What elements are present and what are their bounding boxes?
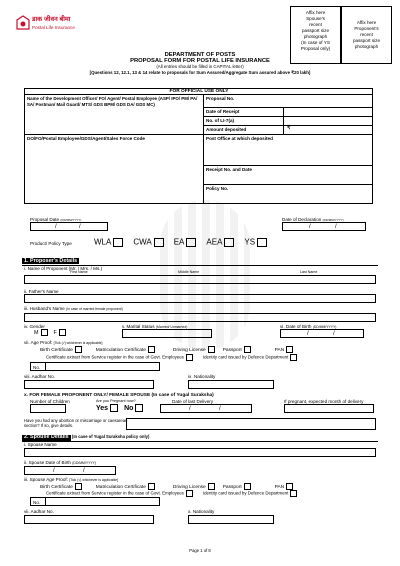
- dept-title: DEPARTMENT OF POSTS: [164, 52, 236, 58]
- dob-label: vi. Date of Birth: [280, 324, 312, 329]
- spouse-service-register-label: Certificate extract from Service register in the case of Govt. Employees: [46, 490, 184, 496]
- official-use-table: [24, 88, 373, 204]
- policy-ys-checkbox[interactable]: [257, 238, 267, 247]
- spouse-photo-line: recent: [309, 21, 322, 27]
- expected-delivery-label: If pregnant, expected month of delivery: [284, 399, 364, 404]
- passport-label: Passport: [222, 347, 242, 353]
- section-2-note: (In case of Yugal Suraksha policy only): [71, 434, 150, 439]
- pregnant-label: Are you Pregnant now?: [96, 399, 136, 403]
- pregnant-options: [96, 404, 143, 413]
- spouse-age-proof-label: iii. Spouse Age Proof:: [24, 477, 68, 482]
- pregnant-yes-checkbox[interactable]: [110, 404, 118, 412]
- amount-deposited-label: Amount deposited: [206, 126, 247, 132]
- form-title: PROPOSAL FORM FOR POSTAL LIFE INSURANCE: [130, 58, 270, 64]
- husband-name-note: (In case of married female proponent): [66, 307, 123, 311]
- gender-f-label: F: [53, 329, 57, 336]
- gender-f-checkbox[interactable]: [59, 329, 66, 336]
- proponent-name-label: i. Name of Proponent (Mr. / Mrs. / Ms.): [24, 266, 103, 271]
- proposal-date-field[interactable]: [30, 222, 108, 231]
- last-delivery-label: Date of last Delivery: [172, 399, 214, 404]
- date-of-receipt-label: Date of Receipt: [206, 108, 240, 114]
- spouse-age-proof-no-field[interactable]: [30, 497, 160, 506]
- spouse-driving-license-checkbox[interactable]: [208, 483, 215, 490]
- receipt-no-label: Receipt No. and Date: [206, 167, 252, 172]
- father-name-label: ii. Father's Name: [24, 289, 59, 294]
- spouse-passport-checkbox[interactable]: [244, 483, 251, 490]
- date-separator: /: [307, 331, 309, 337]
- service-register-checkbox[interactable]: [186, 354, 193, 361]
- spouse-birth-cert-label: Birth Certificate: [40, 484, 73, 490]
- spouse-age-proof-no-label: No.: [33, 499, 41, 505]
- policy-ea-label: EA: [173, 237, 185, 247]
- section-1-title: 1. Proposer's Details: [24, 258, 78, 264]
- spouse-nationality-field[interactable]: [188, 515, 274, 524]
- spouse-nationality-label: x. Nationality: [188, 509, 215, 514]
- do-fo-code-label: DO/FO/Postal Employee/GDS/Agent/Sales Force Code: [27, 136, 145, 141]
- dob-format: (DD/MM/YYYY): [312, 325, 337, 329]
- proposer-photo-line: Proponent's: [354, 25, 379, 31]
- first-name-label: First Name: [70, 270, 88, 274]
- spouse-pan-label: PAN: [274, 484, 285, 490]
- marital-status-note: (Married/ Unmarried): [155, 325, 188, 329]
- post-office-label: Post Office at which deposited: [206, 136, 273, 141]
- gender-options: [34, 329, 66, 337]
- matric-cert-checkbox[interactable]: [148, 346, 155, 353]
- official-use-title: FOR OFFICIAL USE ONLY: [25, 89, 373, 95]
- proposal-no-label: Proposal No.: [206, 96, 235, 101]
- nationality-field[interactable]: [188, 380, 274, 389]
- matric-cert-label: Matriculation Certificate: [95, 347, 146, 353]
- date-separator: /: [53, 468, 55, 474]
- declaration-date-label: Date of Declaration: [282, 217, 322, 222]
- last-delivery-field[interactable]: [160, 404, 252, 413]
- policy-no-label: Policy No.: [206, 186, 229, 191]
- nationality-label: ix. Nationality: [188, 374, 216, 379]
- age-proof-label: vii. Age Proof:: [24, 340, 53, 345]
- spouse-dob-label: ii. Spouse Date of Birth: [24, 460, 71, 465]
- section-2-header: [22, 434, 149, 441]
- middle-name-label: Middle Name: [178, 270, 200, 274]
- spouse-passport-label: Passport: [222, 484, 242, 490]
- date-separator: /: [55, 224, 57, 230]
- marital-status-field[interactable]: [122, 329, 212, 338]
- proposal-date-label: Proposal Date: [30, 217, 60, 222]
- abortion-question: Have you had any abortion or miscarriage or caesarean section? If so, give details.: [24, 418, 128, 429]
- spouse-service-register-checkbox[interactable]: [186, 490, 193, 497]
- rupee-icon: ₹: [287, 125, 291, 131]
- pregnant-no-label: No: [124, 404, 134, 412]
- expected-delivery-field[interactable]: [284, 404, 374, 413]
- service-register-label: Certificate extract from Service register in the case of Govt. Employees: [46, 354, 184, 360]
- birth-cert-checkbox[interactable]: [75, 346, 82, 353]
- policy-ea-checkbox[interactable]: [186, 238, 196, 247]
- defence-id-label: Identity card issued by Defence Department: [202, 354, 289, 360]
- spouse-name-field[interactable]: [24, 448, 376, 457]
- proposer-photo-line: passport size: [352, 37, 381, 43]
- spouse-aadhar-label: vii. Aadhar No.: [24, 509, 54, 514]
- proposal-date-format: (DD/MM/YYYY): [60, 218, 82, 222]
- defence-id-checkbox[interactable]: [290, 354, 297, 361]
- spouse-photo-line: photograph: [303, 33, 328, 39]
- policy-ys-label: YS: [244, 237, 256, 247]
- spouse-defence-id-checkbox[interactable]: [290, 490, 297, 497]
- li7-label: No. of LI-7(a): [206, 117, 235, 123]
- last-name-label: Last Name: [300, 270, 318, 274]
- spouse-dob-format: (DD/MM/YYYY): [72, 461, 97, 465]
- age-proof-options-2: [46, 354, 297, 361]
- date-separator: /: [333, 331, 335, 337]
- proponent-name-field[interactable]: [24, 275, 376, 284]
- spouse-aadhar-field[interactable]: [24, 515, 154, 524]
- aadhar-field[interactable]: [24, 380, 154, 389]
- caps-note: (All entries should be filled in CAPITAL letter): [156, 64, 244, 69]
- gender-m-label: M: [34, 329, 39, 336]
- passport-checkbox[interactable]: [244, 346, 251, 353]
- spouse-age-proof-note: [Tick (√) whichever is applicable]: [69, 478, 119, 482]
- gender-label: iv. Gender: [24, 324, 45, 329]
- spouse-matric-cert-checkbox[interactable]: [148, 483, 155, 490]
- age-proof-no-label: No.: [33, 364, 41, 370]
- abortion-field[interactable]: [126, 418, 376, 430]
- policy-aea-label: AEA: [206, 237, 223, 247]
- pregnant-no-checkbox[interactable]: [135, 404, 143, 412]
- birth-cert-label: Birth Certificate: [40, 347, 73, 353]
- date-separator: /: [219, 406, 221, 412]
- brand-english: Postal Life Insurance: [32, 25, 75, 30]
- age-proof-note: [Tick (√) whichever is applicable]: [53, 341, 103, 345]
- aadhar-label: viii. Aadhar No.: [24, 374, 55, 379]
- spouse-matric-cert-label: Matriculation Certificate: [95, 484, 146, 490]
- spouse-photo-line: Affix here: [305, 10, 326, 15]
- policy-aea-checkbox[interactable]: [224, 238, 234, 247]
- spouse-dob-field[interactable]: [24, 466, 116, 475]
- pregnant-yes-label: Yes: [96, 404, 109, 412]
- policy-cwa-label: CWA: [133, 237, 152, 247]
- proposer-photo-line: photograph: [354, 43, 379, 49]
- page-number: Page 1 of 8: [189, 548, 211, 553]
- spouse-birth-cert-checkbox[interactable]: [75, 483, 82, 490]
- driving-license-checkbox[interactable]: [208, 346, 215, 353]
- policy-wla-checkbox[interactable]: [113, 238, 123, 247]
- policy-cwa-checkbox[interactable]: [154, 238, 164, 247]
- plif-logo: [16, 15, 30, 31]
- spouse-photo-line: Spouse's: [306, 15, 325, 21]
- marital-status-label: v. Marital Status: [122, 324, 155, 329]
- pan-label: PAN: [274, 347, 285, 353]
- date-separator: /: [83, 468, 85, 474]
- questions-note: [Questions 12, 12.1, 13 & 14 relate to proposals for Sum Assured/Aggregate Sum assured above ₹20 lakh]: [89, 70, 311, 75]
- spouse-photo-line: passport size: [301, 27, 330, 33]
- date-separator: /: [79, 224, 81, 230]
- declaration-date-field[interactable]: [282, 222, 366, 231]
- age-proof-options: [40, 346, 293, 353]
- spouse-name-label: i. Spouse Name: [24, 442, 57, 447]
- proposer-photo-line: recent: [360, 31, 373, 37]
- date-separator: /: [335, 224, 337, 230]
- children-field[interactable]: [30, 404, 66, 413]
- policy-type-label: Product/ Policy Type: [30, 241, 72, 246]
- spouse-defence-id-label: Identity card issued by Defence Department: [202, 490, 289, 496]
- husband-name-label: iii. Husband's Name: [24, 306, 65, 311]
- spouse-photo-line: Proposal only): [300, 45, 331, 51]
- children-label: Number of Children: [30, 399, 70, 404]
- age-proof-no-field[interactable]: [30, 362, 160, 371]
- spouse-age-proof-options-2: [46, 490, 297, 497]
- pan-checkbox[interactable]: [286, 346, 293, 353]
- section-1-header: [22, 258, 79, 264]
- husband-name-field[interactable]: [24, 313, 376, 322]
- date-separator: /: [189, 406, 191, 412]
- spouse-age-proof-options: [40, 483, 293, 490]
- policy-type-options: [94, 238, 267, 247]
- father-name-field[interactable]: [24, 294, 376, 303]
- dev-officer-label: Name of the Development Officer/ FO/ Agent/ Postal Employee (ASP/ IPO/ PM/ PA/ SA/ Postman/ Mail Guard/ MTS/ GDS BPM/ GDS DA/ GDS MC): [27, 96, 198, 107]
- proposer-photo-line: Affix here: [356, 20, 377, 25]
- spouse-photo-line: (In case of YS: [301, 39, 330, 45]
- female-section-title: x. FOR FEMALE PROPONENT ONLY/ FEMALE SPOUSE (In case of Yugal Suraksha): [24, 393, 214, 398]
- policy-wla-label: WLA: [94, 237, 112, 247]
- declaration-date-format: (DD/MM/YYYY): [322, 218, 344, 222]
- dob-field[interactable]: [280, 329, 364, 338]
- spouse-driving-license-label: Driving License: [172, 484, 206, 490]
- gender-m-checkbox[interactable]: [41, 329, 48, 336]
- section-2-title: 2. Spouse Details: [24, 434, 69, 440]
- date-separator: /: [309, 224, 311, 230]
- driving-license-label: Driving License: [172, 347, 206, 353]
- brand-hindi: डाक जीवन बीमा: [32, 16, 71, 23]
- spouse-pan-checkbox[interactable]: [286, 483, 293, 490]
